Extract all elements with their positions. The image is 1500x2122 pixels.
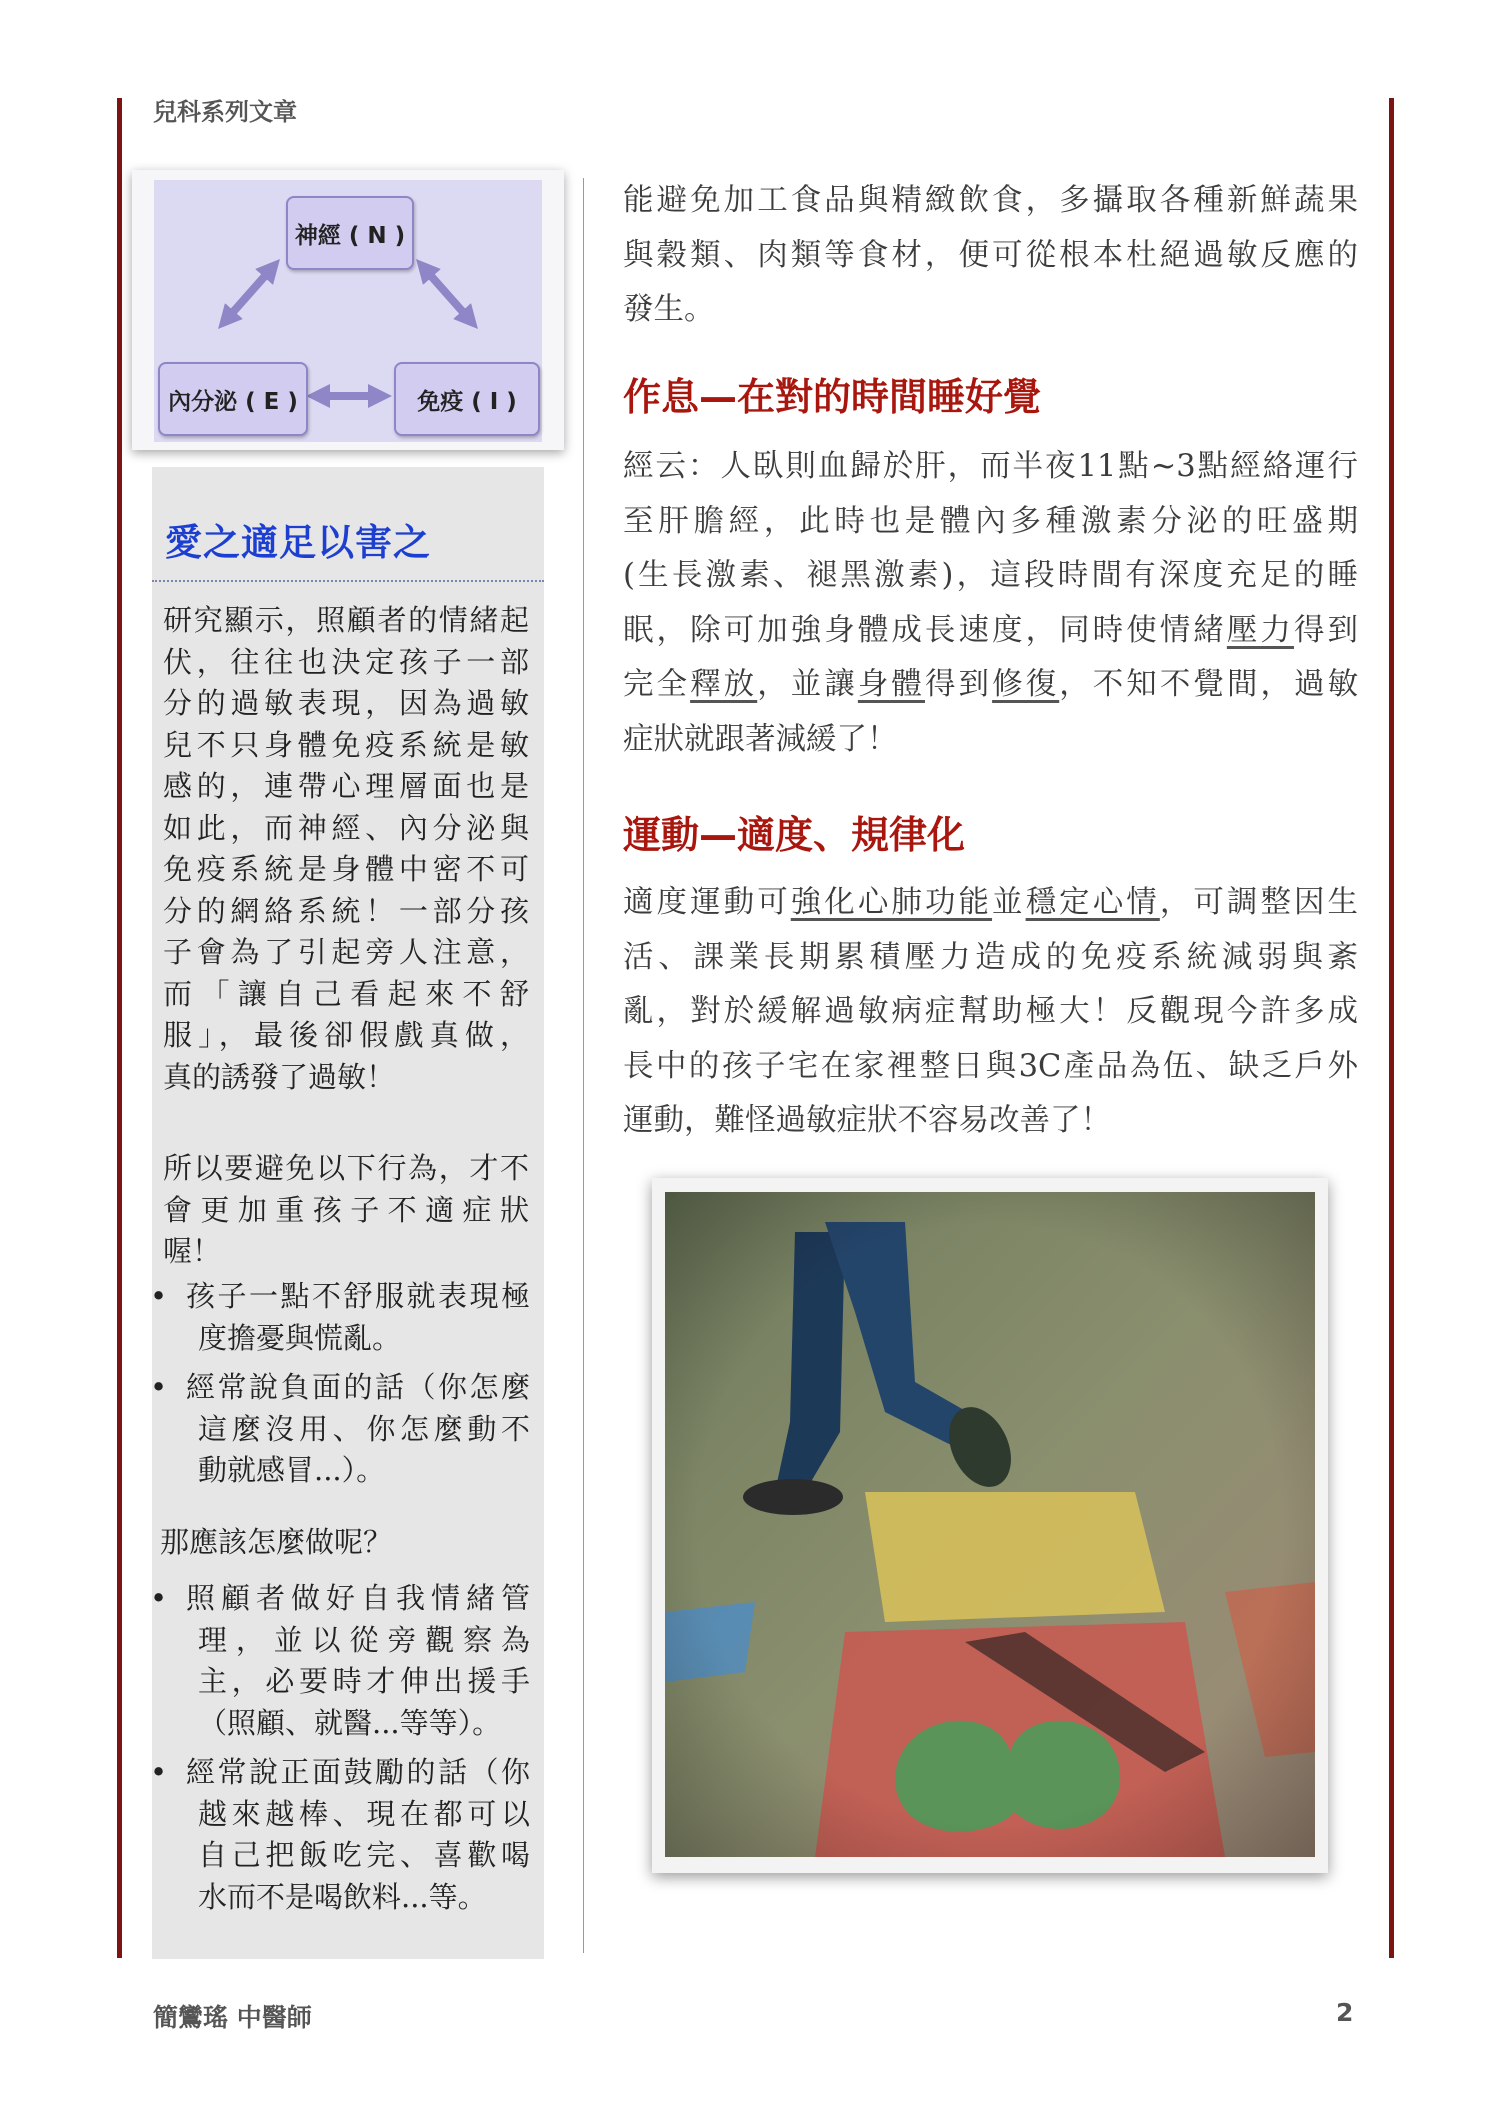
text-line: 如此，而神經、內分泌與 xyxy=(163,810,529,845)
bullet: • xyxy=(150,1581,168,1615)
text-line: 運動，難怪過敏症狀不容易改善了！ xyxy=(623,1103,1111,1138)
text-line: 而「讓自己看起來不舒 xyxy=(163,976,529,1011)
text-line: 至肝膽經，此時也是體內多種激素分泌的旺盛期 xyxy=(623,503,1358,539)
text-line: 症狀就跟著減緩了！ xyxy=(623,721,898,757)
underlined-word: 強化心肺功能 xyxy=(790,885,993,920)
section-heading-sleep: 作息—在對的時間睡好覺 xyxy=(623,375,1042,419)
text-line: 子會為了引起旁人注意， xyxy=(163,935,529,969)
text-line: 分的網絡系統！一部分孩 xyxy=(163,893,529,928)
text-line: 兒不只身體免疫系統是敏 xyxy=(163,727,529,762)
list-item xyxy=(150,1752,530,1918)
left-margin-rule xyxy=(117,98,122,1958)
text-line: 這麼沒用、你怎麼動不 xyxy=(198,1411,530,1446)
text-line: 亂，對於緩解過敏病症幫助極大！反觀現今許多成 xyxy=(623,994,1358,1029)
text-line: 感的，連帶心理層面也是 xyxy=(163,769,529,803)
text-line: （照顧、就醫...等等）。 xyxy=(198,1705,502,1740)
underlined-word: 穩定心情 xyxy=(1025,885,1160,920)
text-line: 孩子一點不舒服就表現極 xyxy=(186,1279,530,1313)
text-line: 理，並以從旁觀察為 xyxy=(198,1622,530,1657)
text-line: 越來越棒、現在都可以 xyxy=(198,1796,530,1831)
node-endocrine: 內分泌 ( E ) xyxy=(158,362,308,436)
text-span: 適度運動可 xyxy=(623,885,791,920)
underlined-word: 身體 xyxy=(857,667,925,702)
do-list xyxy=(150,1578,530,1926)
text-line: 經常說負面的話（你怎麼 xyxy=(186,1370,530,1404)
section-heading-exercise: 運動—適度、規律化 xyxy=(623,813,966,857)
text-line: 發生。 xyxy=(623,292,715,327)
text-span: 並 xyxy=(992,885,1026,920)
underlined-word: 修復 xyxy=(992,667,1060,702)
intro-paragraph xyxy=(623,174,1358,338)
running-header: 兒科系列文章 xyxy=(153,98,297,126)
text-span: ，可調整因生 xyxy=(1159,885,1359,920)
sleep-paragraph xyxy=(623,440,1358,767)
text-line: 真的誘發了過敏！ xyxy=(163,1059,396,1094)
text-span: 眠，除可加強身體成長速度，同時使情緒 xyxy=(623,612,1227,648)
underlined-word: 壓力 xyxy=(1226,612,1294,648)
child-hopscotch-photo xyxy=(652,1178,1328,1873)
text-line: 分的過敏表現，因為過敏 xyxy=(163,686,529,720)
text-span: 得到 xyxy=(924,667,993,702)
text-line: 所以要避免以下行為，才不 xyxy=(163,1151,529,1185)
text-line: (生長激素、褪黑激素)，這段時間有深度充足的睡 xyxy=(623,558,1358,593)
list-item xyxy=(150,1276,530,1359)
text-line: 伏，往往也決定孩子一部 xyxy=(163,644,529,679)
sidebar-question: 那應該怎麼做呢？ xyxy=(160,1525,393,1559)
text-line: 自己把飯吃完、喜歡喝 xyxy=(198,1838,530,1872)
vignette xyxy=(665,1192,1315,1857)
sidebar-title: 愛之適足以害之 xyxy=(165,521,431,564)
text-line: 動就感冒...）。 xyxy=(198,1453,386,1487)
diagram-background xyxy=(154,180,542,442)
text-line: 照顧者做好自我情緒管 xyxy=(186,1581,530,1615)
node-nerve: 神經 ( N ) xyxy=(286,196,414,270)
sidebar-dotted-rule xyxy=(152,580,544,582)
text-line: 水而不是喝飲料...等。 xyxy=(198,1879,487,1914)
text-span: 得到 xyxy=(1293,612,1359,648)
text-span: ，並讓 xyxy=(757,667,858,702)
text-line: 經常說正面鼓勵的話（你 xyxy=(186,1755,530,1789)
neuro-endocrine-immune-diagram xyxy=(132,170,564,450)
column-divider xyxy=(583,178,584,1953)
avoid-list xyxy=(150,1276,530,1500)
text-line: 會更加重孩子不適症狀 xyxy=(163,1192,529,1227)
text-line: 能避免加工食品與精緻飲食，多攝取各種新鮮蔬果 xyxy=(623,183,1358,218)
text-line: 與穀類、肉類等食材，便可從根本杜絕過敏反應的 xyxy=(623,237,1358,273)
photo-illustration xyxy=(665,1192,1315,1857)
text-line: 服」，最後卻假戲真做， xyxy=(163,1018,529,1052)
text-line: 研究顯示，照顧者的情緒起 xyxy=(163,603,529,637)
text-line: 度擔憂與慌亂。 xyxy=(198,1320,402,1355)
footer-author: 簡鸞瑤 中醫師 xyxy=(153,2003,312,2032)
text-line: 活、課業長期累積壓力造成的免疫系統減弱與紊 xyxy=(623,939,1358,975)
text-line: 經云：人臥則血歸於肝，而半夜11點~3點經絡運行 xyxy=(623,449,1358,484)
node-immune: 免疫 ( I ) xyxy=(394,362,540,436)
list-item xyxy=(150,1578,530,1744)
text-span: ，不知不覺間，過敏 xyxy=(1059,667,1359,702)
text-line: 免疫系統是身體中密不可 xyxy=(163,852,529,886)
bullet: • xyxy=(150,1370,168,1404)
page-number: 2 xyxy=(1336,1998,1354,2027)
arrow-nerve-endocrine xyxy=(226,268,272,320)
text-line: 主，必要時才伸出援手 xyxy=(198,1664,530,1698)
underlined-word: 釋放 xyxy=(690,667,758,702)
sidebar-paragraph-1 xyxy=(163,600,529,1098)
text-line xyxy=(623,658,1358,713)
text-line xyxy=(623,876,1358,931)
arrow-nerve-immune xyxy=(424,268,470,320)
text-line: 喔！ xyxy=(163,1234,222,1268)
list-item xyxy=(150,1367,530,1492)
text-span: 完全 xyxy=(623,667,691,702)
exercise-paragraph xyxy=(623,876,1358,1149)
text-line: 長中的孩子宅在家裡整日與3C產品為伍、缺乏戶外 xyxy=(623,1048,1358,1084)
bullet: • xyxy=(150,1755,168,1789)
bullet: • xyxy=(150,1279,168,1313)
sidebar-paragraph-2 xyxy=(163,1148,529,1273)
right-margin-rule xyxy=(1389,98,1394,1958)
text-line xyxy=(623,604,1358,659)
